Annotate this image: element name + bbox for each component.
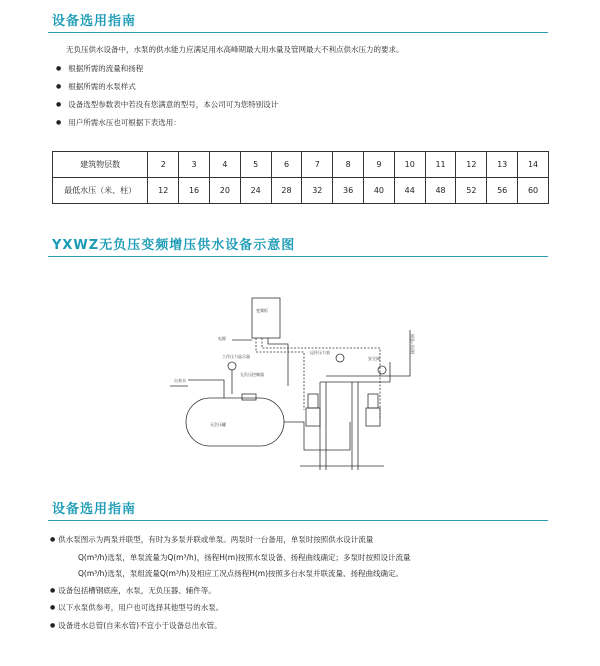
table-row: [53, 152, 549, 178]
table-cell: 20: [209, 178, 240, 204]
table-cell: 56: [487, 178, 518, 204]
table-header-pressure: 最低水压（米、柱）: [53, 178, 148, 204]
valve-gauge-icon: [228, 362, 236, 370]
guide-notes: [50, 532, 411, 635]
note-line: ● 设备进水总管(自来水管)不宜小于设备总出水管。: [50, 618, 411, 636]
table-cell: 16: [179, 178, 210, 204]
table-cell: 48: [425, 178, 456, 204]
note-line: ● 设备包括槽钢底座，水泵，无负压器、辅件等。: [50, 583, 411, 601]
table-cell: 6: [271, 152, 302, 178]
pump-2-icon: [366, 408, 380, 426]
section-divider: [48, 520, 548, 521]
table-cell: 13: [487, 152, 518, 178]
table-cell: 5: [240, 152, 271, 178]
table-cell: 44: [394, 178, 425, 204]
table-cell: 12: [148, 178, 179, 204]
label-gauge: 远传压力表: [310, 350, 330, 355]
safety-valve-icon: [378, 366, 386, 374]
section-title-guide-2: 设备选用指南: [52, 502, 137, 517]
table-cell: 4: [209, 152, 240, 178]
section-title-guide: 设备选用指南: [52, 14, 137, 29]
section-divider: [48, 256, 548, 257]
pressure-gauge-icon: [336, 354, 344, 362]
bullet-item: ● 根据所需的水泵样式: [56, 78, 278, 96]
table-cell: 2: [148, 152, 179, 178]
tank-shape: [186, 398, 284, 446]
note-line: ● 以下水泵供参考，用户也可选择其他型号的水泵。: [50, 600, 411, 618]
table-cell: 3: [179, 152, 210, 178]
label-safety: 安全阀: [368, 356, 380, 361]
label-tank: 无负压罐: [210, 422, 226, 427]
table-cell: 8: [333, 152, 364, 178]
table-cell: 9: [364, 152, 395, 178]
label-outlet: 接用户管网: [410, 334, 415, 354]
table-header-floors: 建筑物层数: [53, 152, 148, 178]
table-row: [53, 178, 549, 204]
table-cell: 7: [302, 152, 333, 178]
bullet-item: ● 设备选型参数表中若没有您满意的型号，本公司可为您特别设计: [56, 96, 278, 114]
system-diagram: [170, 290, 430, 480]
label-power: 电源: [218, 336, 226, 341]
table-cell: 40: [364, 178, 395, 204]
pump-1-icon: [306, 408, 320, 426]
section-title-diagram: YXWZ无负压变频增压供水设备示意图: [52, 238, 296, 253]
table-cell: 28: [271, 178, 302, 204]
table-cell: 12: [456, 152, 487, 178]
table-cell: 14: [518, 152, 549, 178]
table-cell: 60: [518, 178, 549, 204]
label-inlet: 自来水: [174, 378, 186, 383]
note-line: Q(m³/h)选泵，泵组流量Q(m³/h)及相应工况点扬程H(m)按照多台水泵并联流量、扬程曲线确定。: [78, 569, 403, 578]
label-controller: 无负压控制器: [240, 372, 264, 377]
bullet-item: ● 根据所需的流量和扬程: [56, 60, 278, 78]
pressure-table: [52, 151, 549, 204]
section-divider: [48, 32, 548, 33]
note-line: Q(m³/h)选泵，单泵流量为Q(m³/h)，扬程H(m)按照水泵设备、扬程曲线确定；多泵时按照设计流量: [78, 552, 411, 562]
table-cell: 10: [394, 152, 425, 178]
table-cell: 24: [240, 178, 271, 204]
label-valve: 工作压力显示器: [222, 354, 250, 359]
intro-text: 无负压供水设备中，水泵的供水能力应满足用水高峰期最大用水量及管网最大不利点供水压力的要求。: [66, 45, 404, 54]
cabinet-shape: [252, 298, 280, 338]
table-cell: 52: [456, 178, 487, 204]
guide-bullets: [56, 60, 278, 132]
label-cabinet: 变频柜: [256, 308, 268, 313]
table-cell: 11: [425, 152, 456, 178]
table-cell: 36: [333, 178, 364, 204]
bullet-item: ● 用户所需水压也可根据下表选用：: [56, 114, 278, 132]
note-line: ● 供水泵图示为两泵并联型，有时为多泵并联或单泵。两泵时一台备用，单泵时按照供水设计流量: [50, 532, 411, 550]
table-cell: 32: [302, 178, 333, 204]
